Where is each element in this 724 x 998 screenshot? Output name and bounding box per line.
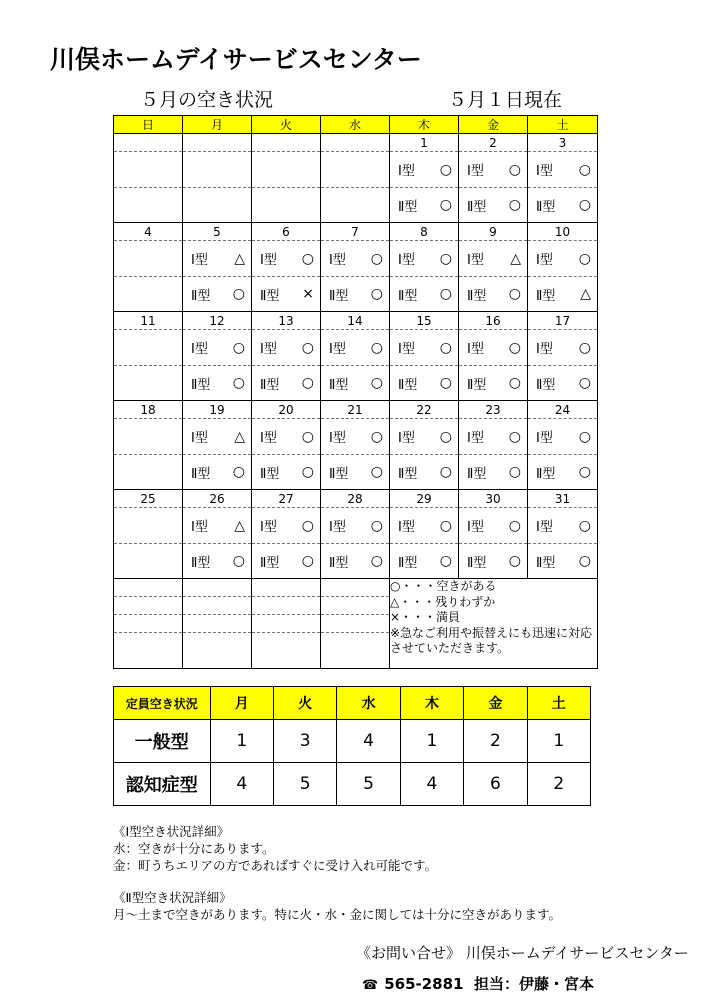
type2-label: Ⅱ型	[329, 466, 349, 482]
availability-cell	[528, 419, 598, 455]
empty-cell	[114, 579, 183, 597]
type1-label: Ⅰ型	[191, 253, 208, 268]
staff-names: 担当：伊藤・宮本	[473, 975, 594, 993]
type1-label: Ⅰ型	[398, 253, 415, 268]
type2-label: Ⅱ型	[260, 377, 280, 393]
date-cell: 10	[528, 223, 598, 241]
capacity-summary-table	[113, 686, 591, 806]
availability-symbol: ○	[578, 517, 591, 534]
availability-cell	[321, 508, 390, 544]
availability-cell	[459, 508, 528, 544]
notes-heading: 《Ⅰ型空き状況詳細》	[113, 824, 230, 839]
type2-label: Ⅱ型	[191, 555, 211, 571]
type2-label: Ⅱ型	[329, 555, 349, 571]
availability-cell	[183, 188, 252, 223]
date-row	[114, 223, 598, 241]
availability-symbol: ○	[301, 250, 314, 267]
availability-cell	[183, 277, 252, 312]
availability-cell	[252, 455, 321, 490]
availability-symbol: ×	[302, 286, 314, 302]
availability-symbol: ○	[508, 553, 521, 569]
type2-label: Ⅱ型	[536, 199, 556, 215]
availability-cell	[459, 152, 528, 188]
date-row	[114, 490, 598, 508]
date-cell: 12	[183, 312, 252, 330]
type1-label: Ⅰ型	[536, 431, 553, 446]
summary-day: 月	[210, 687, 273, 720]
availability-cell	[390, 188, 459, 223]
date-cell: 2	[459, 134, 528, 152]
summary-row-dementia	[114, 763, 591, 806]
summary-day: 水	[337, 687, 400, 720]
date-cell: 15	[390, 312, 459, 330]
date-cell: 17	[528, 312, 598, 330]
date-cell	[321, 134, 390, 152]
weekday-header	[114, 116, 598, 134]
weekday-mon: 月	[183, 116, 252, 134]
availability-cell	[528, 277, 598, 312]
type1-label: Ⅰ型	[398, 520, 415, 535]
notes-line: 水：空きが十分にあります。	[113, 841, 275, 856]
empty-cell	[321, 597, 390, 615]
date-cell: 26	[183, 490, 252, 508]
availability-cell	[183, 330, 252, 366]
weekday-thu: 木	[390, 116, 459, 134]
availability-cell	[528, 241, 598, 277]
type1-label: Ⅰ型	[260, 253, 277, 268]
type2-label: Ⅱ型	[398, 199, 418, 215]
date-row	[114, 312, 598, 330]
row-label: 一般型	[114, 720, 211, 763]
type2-notes	[113, 889, 561, 923]
availability-symbol: ○	[370, 250, 383, 267]
legend-few-left: △・・・残りわずか	[390, 594, 496, 609]
date-cell: 20	[252, 401, 321, 419]
availability-cell	[183, 366, 252, 401]
type2-label: Ⅱ型	[191, 288, 211, 304]
type2-label: Ⅱ型	[536, 288, 556, 304]
type1-label: Ⅰ型	[260, 342, 277, 357]
empty-cell	[252, 615, 321, 633]
availability-cell	[114, 277, 183, 312]
type1-label: Ⅰ型	[191, 342, 208, 357]
type2-label: Ⅱ型	[467, 199, 487, 215]
capacity-value: 4	[400, 763, 463, 806]
availability-symbol: ○	[232, 464, 245, 480]
availability-symbol: ○	[578, 197, 591, 213]
availability-symbol: ○	[301, 464, 314, 480]
availability-symbol: △	[234, 428, 245, 445]
as-of-date: ５月１日現在	[448, 89, 563, 111]
availability-symbol: ○	[578, 250, 591, 267]
availability-cell	[321, 455, 390, 490]
availability-symbol: ○	[439, 428, 452, 445]
contact-label: 《お問い合せ》 川俣ホームデイサービスセンター	[356, 944, 689, 962]
availability-symbol: ○	[508, 464, 521, 480]
availability-symbol: △	[580, 286, 591, 302]
notes-line: 月～土まで空きがあります。特に火・水・金に関しては十分に空きがあります。	[113, 907, 562, 922]
availability-symbol: ○	[301, 375, 314, 391]
capacity-value: 1	[210, 720, 273, 763]
contact-phone	[362, 973, 594, 994]
availability-cell	[252, 544, 321, 579]
availability-calendar	[113, 115, 598, 669]
availability-symbol: ○	[578, 464, 591, 480]
availability-cell	[459, 188, 528, 223]
availability-cell	[390, 544, 459, 579]
date-cell: 25	[114, 490, 183, 508]
type1-label: Ⅰ型	[398, 431, 415, 446]
type2-label: Ⅱ型	[467, 288, 487, 304]
availability-symbol: ○	[370, 339, 383, 356]
availability-cell	[390, 277, 459, 312]
type1-label: Ⅰ型	[467, 431, 484, 446]
availability-cell	[114, 544, 183, 579]
availability-cell	[459, 277, 528, 312]
availability-symbol: ○	[439, 464, 452, 480]
summary-row-general	[114, 720, 591, 763]
availability-symbol: ○	[439, 250, 452, 267]
availability-symbol: ○	[439, 339, 452, 356]
availability-cell	[114, 508, 183, 544]
type1-label: Ⅰ型	[329, 253, 346, 268]
date-cell: 11	[114, 312, 183, 330]
availability-cell	[528, 455, 598, 490]
availability-cell	[459, 366, 528, 401]
availability-symbol: ○	[439, 286, 452, 302]
availability-symbol: ○	[301, 517, 314, 534]
type2-label: Ⅱ型	[191, 466, 211, 482]
date-row	[114, 134, 598, 152]
date-cell: 27	[252, 490, 321, 508]
capacity-value: 6	[464, 763, 527, 806]
availability-cell	[528, 366, 598, 401]
availability-symbol: ○	[370, 286, 383, 302]
date-cell	[252, 134, 321, 152]
notes-heading: 《Ⅱ型空き状況詳細》	[113, 890, 232, 905]
capacity-value: 1	[527, 720, 590, 763]
type1-row	[114, 330, 598, 366]
availability-symbol: ○	[578, 161, 591, 178]
availability-symbol: ○	[370, 464, 383, 480]
empty-cell	[183, 579, 252, 597]
weekday-sat: 土	[528, 116, 598, 134]
empty-cell	[114, 597, 183, 615]
availability-cell	[321, 152, 390, 188]
type1-label: Ⅰ型	[260, 431, 277, 446]
availability-symbol: ○	[232, 286, 245, 302]
date-cell: 9	[459, 223, 528, 241]
type1-label: Ⅰ型	[536, 342, 553, 357]
availability-symbol: ○	[370, 553, 383, 569]
availability-symbol: ○	[439, 517, 452, 534]
empty-cell	[114, 633, 183, 669]
availability-symbol: ○	[578, 553, 591, 569]
month-heading: ５月の空き状況	[140, 89, 274, 111]
row-label: 認知症型	[114, 763, 211, 806]
availability-cell	[459, 455, 528, 490]
type1-label: Ⅰ型	[536, 520, 553, 535]
phone-number: 565-2881	[384, 975, 464, 993]
availability-symbol: ○	[370, 517, 383, 534]
availability-cell	[528, 152, 598, 188]
date-cell: 22	[390, 401, 459, 419]
availability-cell	[528, 330, 598, 366]
date-cell: 14	[321, 312, 390, 330]
type2-row	[114, 188, 598, 223]
availability-cell	[459, 419, 528, 455]
empty-cell	[183, 633, 252, 669]
type2-label: Ⅱ型	[260, 466, 280, 482]
availability-cell	[252, 508, 321, 544]
availability-symbol: ○	[508, 161, 521, 178]
type1-label: Ⅰ型	[329, 520, 346, 535]
date-cell: 23	[459, 401, 528, 419]
availability-symbol: ○	[301, 339, 314, 356]
empty-cell	[321, 579, 390, 597]
availability-cell	[183, 508, 252, 544]
availability-cell	[183, 544, 252, 579]
type1-label: Ⅰ型	[329, 431, 346, 446]
availability-cell	[321, 241, 390, 277]
availability-cell	[183, 152, 252, 188]
type1-row	[114, 241, 598, 277]
availability-symbol: ○	[508, 375, 521, 391]
type2-label: Ⅱ型	[398, 466, 418, 482]
availability-cell	[114, 241, 183, 277]
availability-cell	[528, 188, 598, 223]
date-cell	[114, 134, 183, 152]
date-cell: 21	[321, 401, 390, 419]
summary-header-label: 定員空き状況	[114, 687, 211, 720]
availability-cell	[183, 419, 252, 455]
date-row	[114, 401, 598, 419]
capacity-value: 2	[464, 720, 527, 763]
availability-cell	[390, 152, 459, 188]
availability-symbol: ○	[578, 428, 591, 445]
date-cell	[183, 134, 252, 152]
type2-row	[114, 366, 598, 401]
availability-cell	[252, 152, 321, 188]
availability-symbol: △	[234, 517, 245, 534]
weekday-wed: 水	[321, 116, 390, 134]
date-cell: 18	[114, 401, 183, 419]
availability-cell	[321, 366, 390, 401]
availability-cell	[114, 419, 183, 455]
empty-cell	[252, 579, 321, 597]
legend-note: ※急なご利用や振替えにも迅速に対応させていただきます。	[390, 625, 593, 655]
availability-cell	[114, 188, 183, 223]
type2-label: Ⅱ型	[536, 377, 556, 393]
type2-label: Ⅱ型	[191, 377, 211, 393]
empty-cell	[252, 597, 321, 615]
date-cell: 30	[459, 490, 528, 508]
type1-row	[114, 152, 598, 188]
date-cell: 5	[183, 223, 252, 241]
type1-label: Ⅰ型	[467, 520, 484, 535]
legend	[390, 579, 598, 669]
availability-cell	[390, 508, 459, 544]
empty-cell	[321, 615, 390, 633]
type1-row	[114, 419, 598, 455]
capacity-value: 5	[337, 763, 400, 806]
availability-symbol: ○	[439, 197, 452, 213]
availability-symbol: △	[510, 250, 521, 267]
availability-symbol: ○	[301, 428, 314, 445]
type2-label: Ⅱ型	[467, 466, 487, 482]
type2-label: Ⅱ型	[398, 377, 418, 393]
type2-label: Ⅱ型	[467, 555, 487, 571]
availability-symbol: ○	[508, 517, 521, 534]
legend-full: ×・・・満員	[390, 610, 461, 624]
availability-cell	[114, 366, 183, 401]
availability-cell	[183, 455, 252, 490]
availability-cell	[114, 330, 183, 366]
availability-cell	[252, 366, 321, 401]
date-cell: 13	[252, 312, 321, 330]
weekday-tue: 火	[252, 116, 321, 134]
availability-cell	[183, 241, 252, 277]
type2-label: Ⅱ型	[536, 466, 556, 482]
date-cell: 6	[252, 223, 321, 241]
type1-label: Ⅰ型	[536, 253, 553, 268]
date-cell: 16	[459, 312, 528, 330]
availability-cell	[321, 544, 390, 579]
type1-label: Ⅰ型	[398, 164, 415, 179]
availability-symbol: ○	[508, 197, 521, 213]
type1-notes	[113, 823, 437, 874]
date-cell: 7	[321, 223, 390, 241]
availability-symbol: ○	[439, 375, 452, 391]
type2-label: Ⅱ型	[329, 288, 349, 304]
legend-row	[114, 579, 598, 597]
date-cell: 24	[528, 401, 598, 419]
availability-symbol: ○	[508, 339, 521, 356]
type1-label: Ⅰ型	[467, 342, 484, 357]
availability-symbol: ○	[578, 339, 591, 356]
notes-line: 金：町うちエリアの方であればすぐに受け入れ可能です。	[113, 858, 438, 873]
availability-symbol: ○	[370, 375, 383, 391]
date-cell: 1	[390, 134, 459, 152]
summary-day: 土	[527, 687, 590, 720]
availability-cell	[528, 508, 598, 544]
availability-symbol: ○	[301, 553, 314, 569]
availability-symbol: ○	[578, 375, 591, 391]
availability-cell	[252, 241, 321, 277]
availability-cell	[321, 419, 390, 455]
type2-label: Ⅱ型	[398, 288, 418, 304]
capacity-value: 4	[210, 763, 273, 806]
type1-label: Ⅰ型	[467, 164, 484, 179]
type1-label: Ⅰ型	[467, 253, 484, 268]
summary-day: 木	[400, 687, 463, 720]
type2-row	[114, 277, 598, 312]
availability-cell	[390, 419, 459, 455]
type1-label: Ⅰ型	[191, 431, 208, 446]
availability-cell	[459, 241, 528, 277]
availability-cell	[459, 544, 528, 579]
date-cell: 31	[528, 490, 598, 508]
availability-cell	[252, 330, 321, 366]
availability-cell	[321, 277, 390, 312]
empty-cell	[252, 633, 321, 669]
type2-label: Ⅱ型	[260, 555, 280, 571]
availability-cell	[390, 330, 459, 366]
capacity-value: 1	[400, 720, 463, 763]
availability-cell	[114, 455, 183, 490]
capacity-value: 3	[273, 720, 336, 763]
type1-label: Ⅰ型	[329, 342, 346, 357]
type2-label: Ⅱ型	[260, 288, 280, 304]
weekday-fri: 金	[459, 116, 528, 134]
capacity-value: 2	[527, 763, 590, 806]
capacity-value: 5	[273, 763, 336, 806]
empty-cell	[183, 597, 252, 615]
type2-row	[114, 455, 598, 490]
type2-row	[114, 544, 598, 579]
date-cell: 29	[390, 490, 459, 508]
availability-cell	[390, 366, 459, 401]
availability-cell	[390, 455, 459, 490]
availability-symbol: ○	[508, 286, 521, 302]
availability-symbol: ○	[370, 428, 383, 445]
summary-day: 金	[464, 687, 527, 720]
availability-symbol: ○	[439, 553, 452, 569]
type1-row	[114, 508, 598, 544]
type2-label: Ⅱ型	[536, 555, 556, 571]
weekday-sun: 日	[114, 116, 183, 134]
availability-symbol: ○	[232, 375, 245, 391]
summary-day: 火	[273, 687, 336, 720]
availability-symbol: △	[234, 250, 245, 267]
date-cell: 4	[114, 223, 183, 241]
availability-symbol: ○	[508, 428, 521, 445]
phone-icon: ☎	[362, 978, 379, 993]
date-cell: 28	[321, 490, 390, 508]
type1-label: Ⅰ型	[398, 342, 415, 357]
type1-label: Ⅰ型	[260, 520, 277, 535]
availability-symbol: ○	[232, 553, 245, 569]
capacity-value: 4	[337, 720, 400, 763]
type1-label: Ⅰ型	[536, 164, 553, 179]
type1-label: Ⅰ型	[191, 520, 208, 535]
availability-cell	[321, 330, 390, 366]
date-cell: 3	[528, 134, 598, 152]
availability-cell	[321, 188, 390, 223]
availability-cell	[252, 188, 321, 223]
date-cell: 19	[183, 401, 252, 419]
availability-cell	[528, 544, 598, 579]
availability-cell	[459, 330, 528, 366]
availability-symbol: ○	[439, 161, 452, 178]
availability-cell	[390, 241, 459, 277]
page-title: 川俣ホームデイサービスセンター	[50, 45, 422, 74]
summary-header	[114, 687, 591, 720]
availability-cell	[114, 152, 183, 188]
empty-cell	[183, 615, 252, 633]
type2-label: Ⅱ型	[329, 377, 349, 393]
empty-cell	[321, 633, 390, 669]
availability-symbol: ○	[232, 339, 245, 356]
type2-label: Ⅱ型	[398, 555, 418, 571]
date-cell: 8	[390, 223, 459, 241]
type2-label: Ⅱ型	[467, 377, 487, 393]
empty-cell	[114, 615, 183, 633]
legend-available: ○・・・空きがある	[390, 579, 497, 593]
availability-cell	[252, 419, 321, 455]
availability-cell	[252, 277, 321, 312]
